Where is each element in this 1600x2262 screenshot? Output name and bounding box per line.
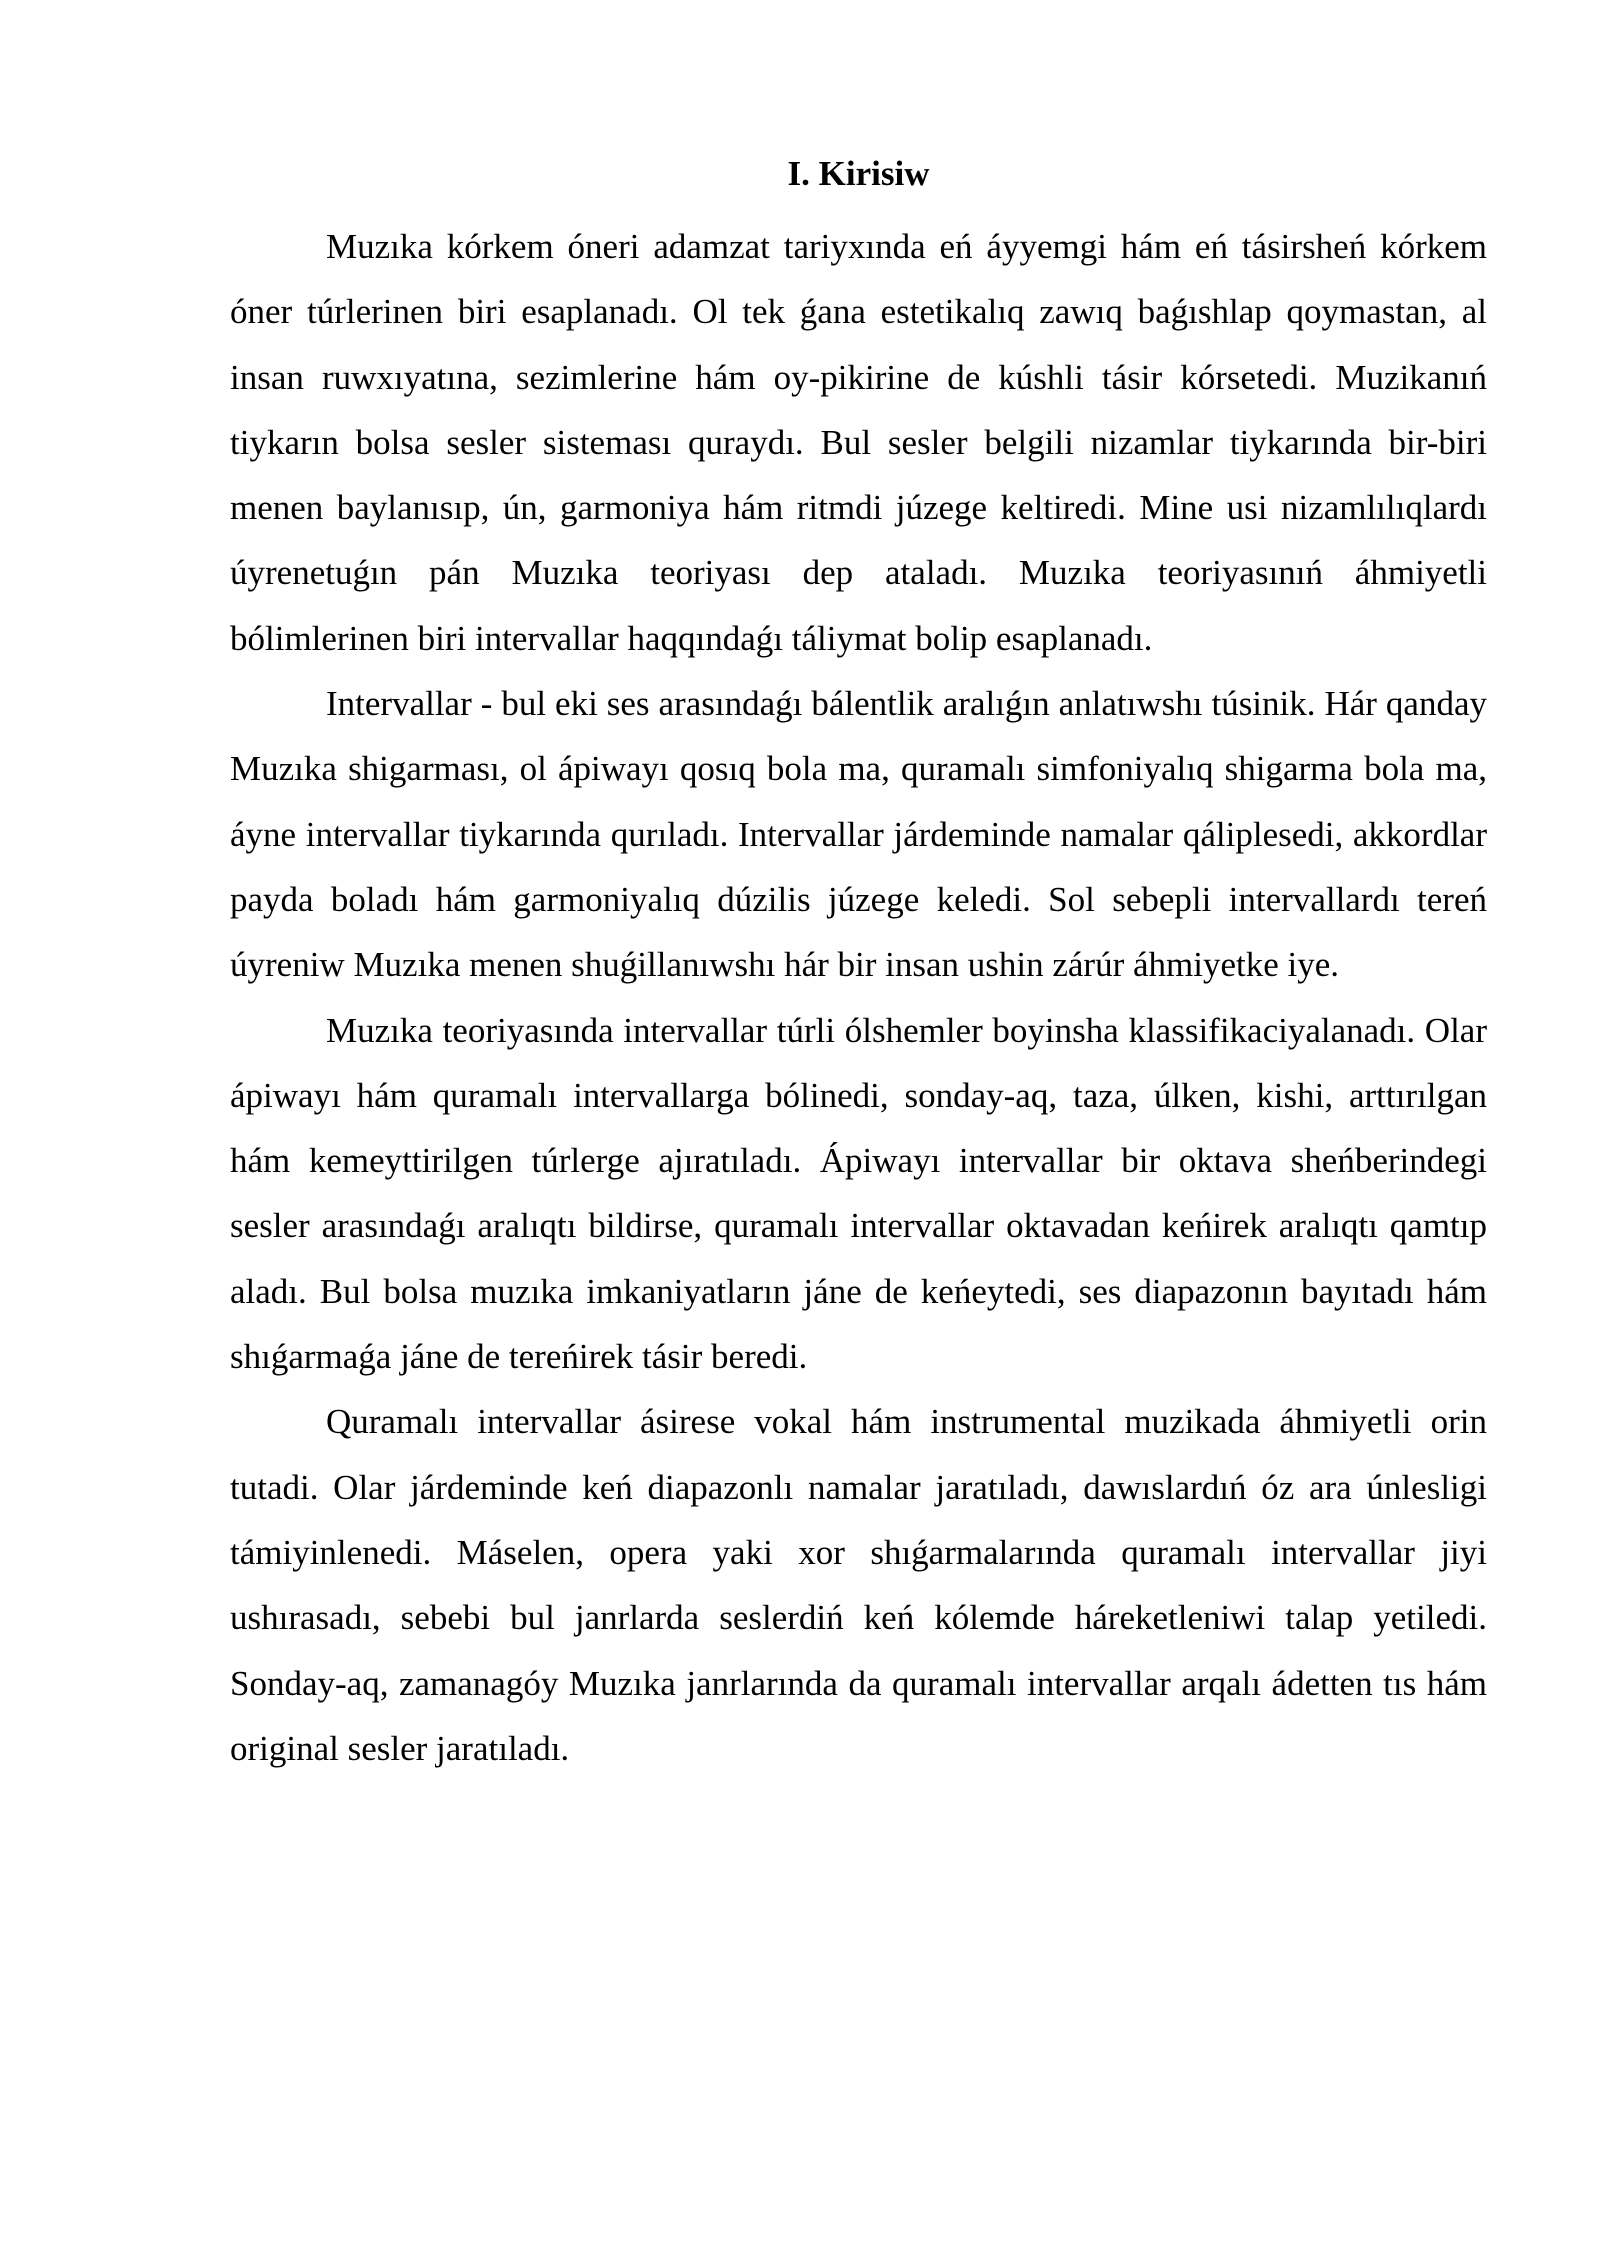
paragraph-2: Intervallar - bul eki ses arasındaǵı bálentlik aralıǵın anlatıwshı túsinik. Hár qanday Muzıka shigarması, ol ápiwayı qosıq bola ma, quramalı simfoniyalıq shigarma bola ma, áyne intervallar tiykarında qurıladı. Intervallar járdeminde namalar qáliplesedi, akkordlar payda boladı hám garmoniyalıq dúzilis júzege keledi. Sol sebepli intervallardı tereń úyreniw Muzıka menen shuǵillanıwshı hár bir insan ushin zárúr áhmiyetke iye. (230, 684, 1487, 985)
paragraph-3: Muzıka teoriyasında intervallar túrli ólshemler boyinsha klassifikaciyalanadı. Olar ápiwayı hám quramalı intervallarga bólinedi, sonday-aq, taza, úlken, kishi, arttırılgan hám kemeyttirilgen túrlerge ajıratıladı. Ápiwayı intervallar bir oktava sheńberindegi sesler arasındaǵı aralıqtı bildirse, quramalı intervallar oktavadan keńirek aralıqtı qamtıp aladı. Bul bolsa muzıka imkaniyatların jáne de keńeytedi, ses diapazonın bayıtadı hám shıǵarmaǵa jáne de tereńirek tásir beredi. (230, 1010, 1487, 1377)
document-body (230, 148, 1487, 1781)
paragraph-1: Muzıka kórkem óneri adamzat tariyxında eń áyyemgi hám eń tásirsheń kórkem óner túrlerinen biri esaplanadı. Ol tek ǵana estetikalıq zawıq baǵıshlap qoymastan, al insan ruwxıyatına, sezimlerine hám oy-pikirine de kúshli tásir kórsetedi. Muzikanıń tiykarın bolsa sesler sisteması quraydı. Bul sesler belgili nizamlar tiykarında bir-biri menen baylanısıp, ún, garmoniya hám ritmdi júzege keltiredi. Mine usi nizamlılıqlardı úyrenetuǵın pán Muzıka teoriyası dep ataladı. Muzıka teoriyasınıń áhmiyetli bólimlerinen biri intervallar haqqındaǵı táliymat bolip esaplanadı. (230, 227, 1487, 658)
paragraph-4: Quramalı intervallar ásirese vokal hám instrumental muzikada áhmiyetli orin tutadi. Olar járdeminde keń diapazonlı namalar jaratıladı, dawıslardıń óz ara únlesligi támiyinlenedi. Máselen, opera yaki xor shıǵarmalarında quramalı intervallar jiyi ushırasadı, sebebi bul janrlarda seslerdiń keń kólemde háreketleniwi talap yetiledi. Sonday-aq, zamanagóy Muzıka janrlarında da quramalı intervallar arqalı ádetten tıs hám original sesler jaratıladı. (230, 1402, 1487, 1768)
section-heading: I. Kirisiw (787, 154, 930, 193)
